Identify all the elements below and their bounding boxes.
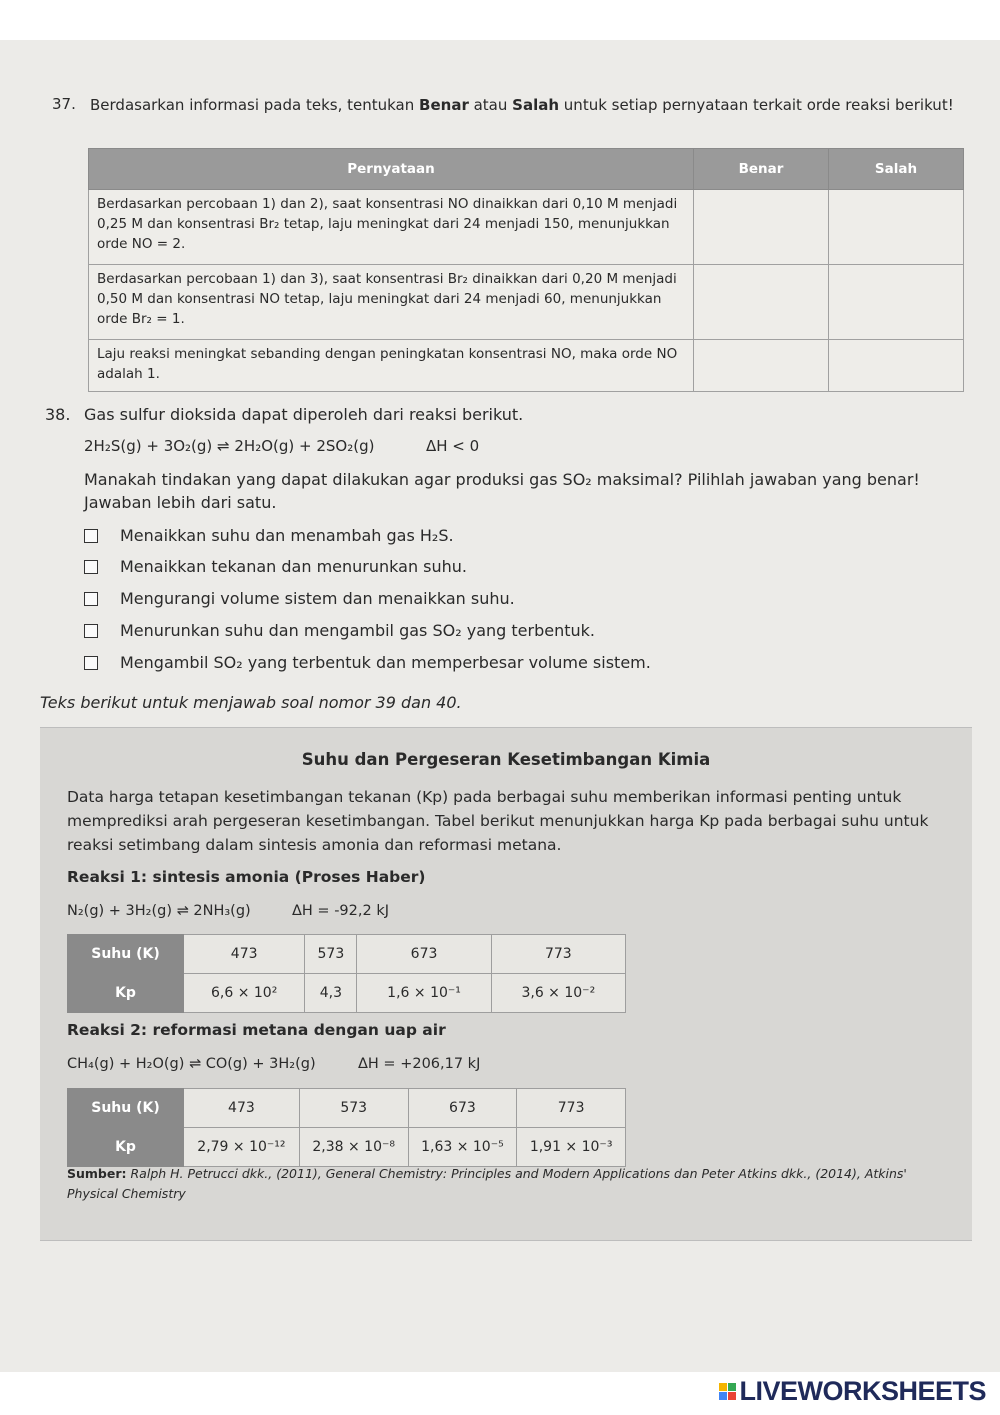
statement-3: Laju reaksi meningkat sebanding dengan peningkatan konsentrasi NO, maka orde NO adalah 1. [89,340,694,392]
option-2-label: Menaikkan tekanan dan menurunkan suhu. [120,557,468,576]
reaction-1-equation: N₂(g) + 3H₂(g) ⇌ 2NH₃(g) [67,903,251,919]
option-5[interactable] [84,653,651,672]
liveworksheets-logo [719,1376,986,1407]
kp-cell: 1,6 × 10⁻¹ [357,974,491,1013]
statement-1: Berdasarkan percobaan 1) dan 2), saat konsentrasi NO dinaikkan dari 0,10 M menjadi 0,25 M dan konsentrasi Br₂ tetap, laju meningkat dari 24 menjadi 150, menunjukkan orde NO = 2. [89,190,694,265]
checkbox-3[interactable] [84,592,98,606]
reaction-2-equation: CH₄(g) + H₂O(g) ⇌ CO(g) + 3H₂(g) [67,1056,316,1072]
option-2[interactable] [84,557,467,576]
temp-cell: 473 [184,935,305,974]
benar-cell-2[interactable] [694,265,829,340]
kp-cell: 2,79 × 10⁻¹² [184,1128,300,1167]
table-row [89,190,964,265]
temp-cell: 673 [408,1089,517,1128]
question-37-number: 37. [52,95,76,113]
question-38-number: 38. [45,405,71,424]
reaction-2-delta-h: ΔH = +206,17 kJ [358,1056,481,1072]
option-3[interactable] [84,589,515,608]
option-1[interactable] [84,526,454,545]
kp-cell: 6,6 × 10² [184,974,305,1013]
question-37-text: Berdasarkan informasi pada teks, tentukan Benar atau Salah untuk setiap pernyataan terkait orde reaksi berikut! [90,96,954,114]
question-38-intro: Gas sulfur dioksida dapat diperoleh dari reaksi berikut. [84,405,524,424]
header-benar: Benar [694,149,829,190]
salah-cell-3[interactable] [829,340,964,392]
reaction-1-delta-h: ΔH = -92,2 kJ [292,903,389,919]
logo-grid-icon [719,1383,736,1400]
temp-cell: 773 [517,1089,626,1128]
kp-table-2 [67,1088,626,1167]
panel-intro: Data harga tetapan kesetimbangan tekanan (Kp) pada berbagai suhu memberikan informasi penting untuk memprediksi arah pergeseran kesetimbangan. Tabel berikut menunjukkan harga Kp pada berbagai suhu untuk reaksi setimbang dalam sintesis amonia dan reformasi metana. [67,788,929,854]
temp-cell: 573 [305,935,357,974]
option-3-label: Mengurangi volume sistem dan menaikkan suhu. [120,589,515,608]
question-38-prompt: Manakah tindakan yang dapat dilakukan agar produksi gas SO₂ maksimal? Pilihlah jawaban yang benar! Jawaban lebih dari satu. [84,470,920,512]
checkbox-4[interactable] [84,624,98,638]
row-label-kp: Kp [68,974,184,1013]
sulfur-delta-h: ΔH < 0 [426,437,480,455]
checkbox-2[interactable] [84,560,98,574]
table-row [89,340,964,392]
row-label-suhu: Suhu (K) [68,1089,184,1128]
benar-cell-1[interactable] [694,190,829,265]
salah-cell-2[interactable] [829,265,964,340]
logo-text: LIVEWORKSHEETS [739,1376,986,1406]
reaction-1-heading: Reaksi 1: sintesis amonia (Proses Haber) [67,868,426,886]
sulfur-equation: 2H₂S(g) + 3O₂(g) ⇌ 2H₂O(g) + 2SO₂(g) [84,437,375,455]
kp-cell: 1,91 × 10⁻³ [517,1128,626,1167]
checkbox-1[interactable] [84,529,98,543]
text-intro-39-40: Teks berikut untuk menjawab soal nomor 39 dan 40. [40,693,462,712]
checkbox-5[interactable] [84,656,98,670]
row-label-suhu: Suhu (K) [68,935,184,974]
temp-cell: 773 [491,935,625,974]
temp-cell: 573 [299,1089,408,1128]
statement-2: Berdasarkan percobaan 1) dan 3), saat konsentrasi Br₂ dinaikkan dari 0,20 M menjadi 0,50 M dan konsentrasi NO tetap, laju meningkat dari 24 menjadi 60, menunjukkan orde Br₂ = 1. [89,265,694,340]
option-1-label: Menaikkan suhu dan menambah gas H₂S. [120,526,454,545]
option-4[interactable] [84,621,595,640]
temp-cell: 473 [184,1089,300,1128]
panel-title: Suhu dan Pergeseran Kesetimbangan Kimia [301,750,711,769]
statement-table [88,148,964,392]
option-4-label: Menurunkan suhu dan mengambil gas SO₂ yang terbentuk. [120,621,595,640]
source-citation: Sumber: Ralph H. Petrucci dkk., (2011), General Chemistry: Principles and Modern Applications dan Peter Atkins dkk., (2014), Atkins' Physical Chemistry [67,1166,907,1201]
temp-cell: 673 [357,935,491,974]
kp-cell: 3,6 × 10⁻² [491,974,625,1013]
reaction-2-heading: Reaksi 2: reformasi metana dengan uap air [67,1021,446,1039]
table-row [89,265,964,340]
reading-panel [40,727,972,1241]
header-pernyataan: Pernyataan [89,149,694,190]
kp-cell: 2,38 × 10⁻⁸ [299,1128,408,1167]
benar-cell-3[interactable] [694,340,829,392]
kp-table-1 [67,934,626,1013]
salah-cell-1[interactable] [829,190,964,265]
row-label-kp: Kp [68,1128,184,1167]
header-salah: Salah [829,149,964,190]
option-5-label: Mengambil SO₂ yang terbentuk dan memperbesar volume sistem. [120,653,651,672]
kp-cell: 1,63 × 10⁻⁵ [408,1128,517,1167]
kp-cell: 4,3 [305,974,357,1013]
